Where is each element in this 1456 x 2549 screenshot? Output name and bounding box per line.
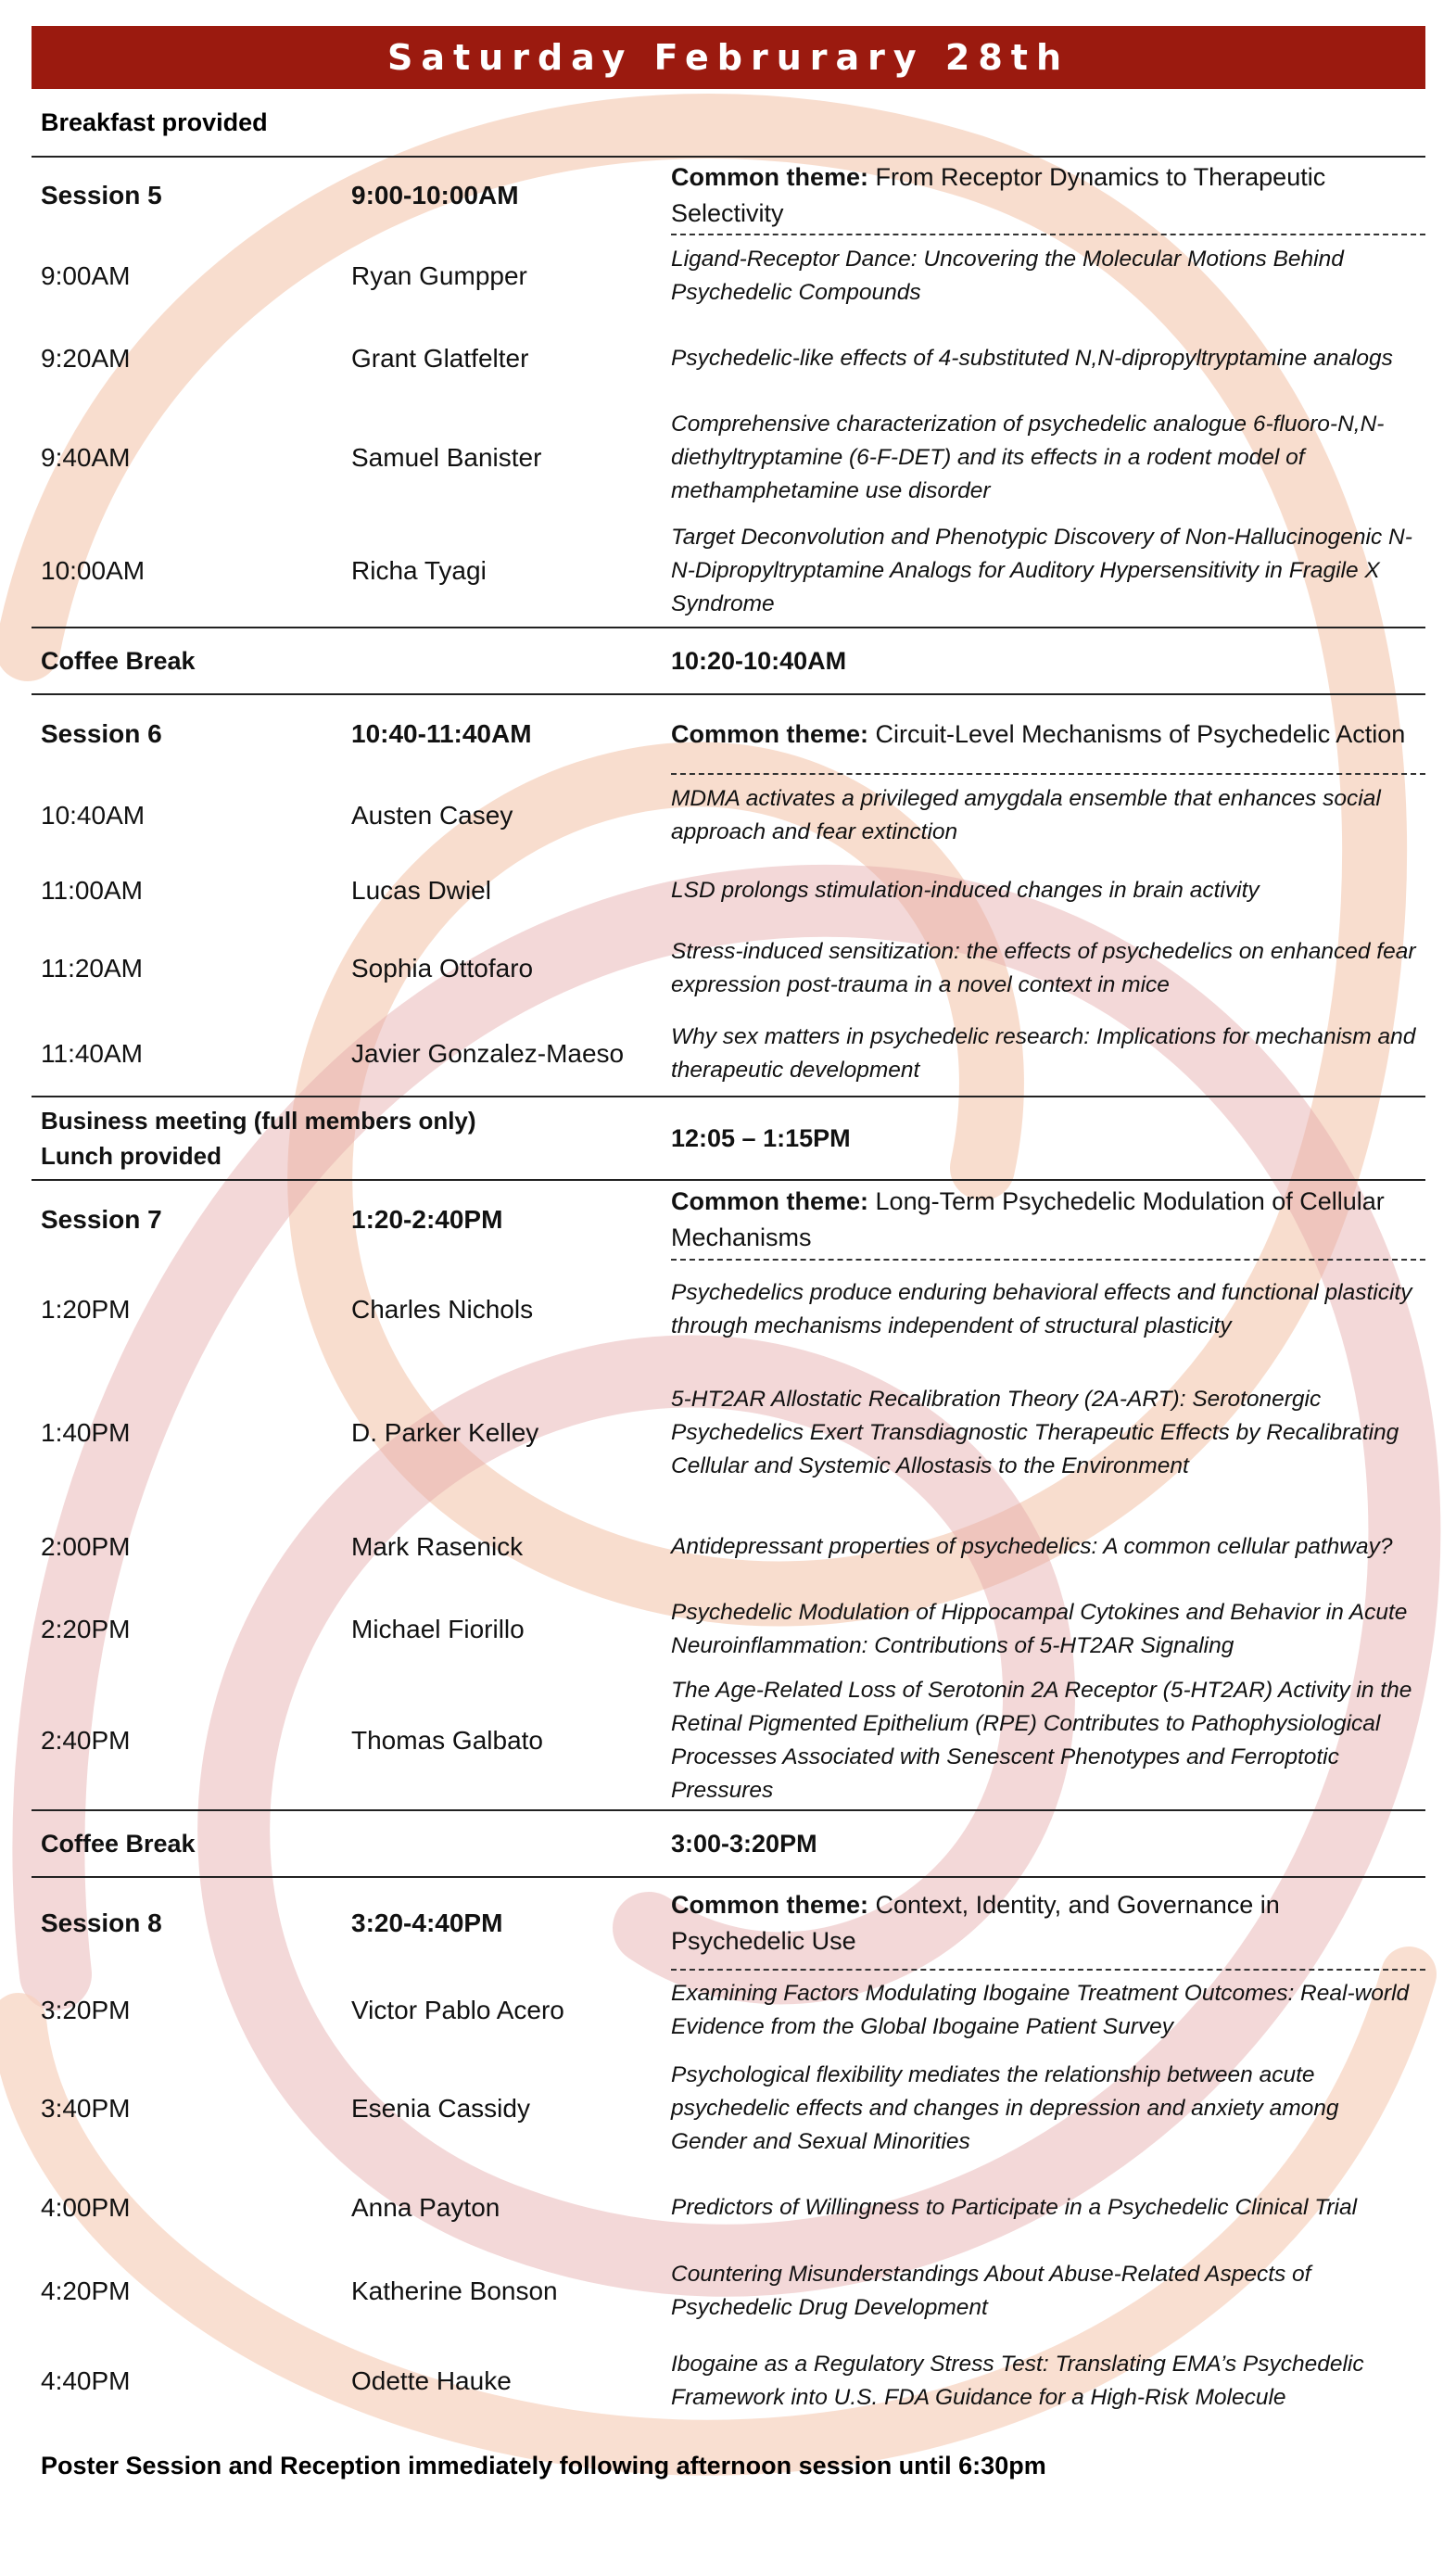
talk-speaker: Javier Gonzalez-Maeso [351, 1039, 625, 1068]
talk-title: The Age-Related Loss of Serotonin 2A Receptor (5-HT2AR) Activity in the Retinal Pigmented Epithelium (RPE) Contributes to Pathophysiological Processes Associated with Senescent Phenotypes and Ferroptotic Pressures [671, 1678, 1412, 1803]
day-banner: Saturday Februrary 28th [32, 26, 1425, 89]
talk-row [32, 856, 1425, 925]
talk-row [32, 1971, 1425, 2050]
session-header [32, 1878, 1425, 1969]
talk-title: Why sex matters in psychedelic research: Implications for mechanism and therapeutic development [671, 1024, 1416, 1083]
talk-row [32, 2334, 1425, 2429]
talk-time: 4:40PM [41, 2366, 131, 2395]
talk-row [32, 775, 1425, 856]
session-theme [671, 1887, 1425, 1959]
talk-time: 3:20PM [41, 1996, 131, 2024]
talk-time: 1:40PM [41, 1418, 131, 1447]
talk-speaker: Grant Glatfelter [351, 344, 529, 373]
session-name: Session 6 [41, 719, 162, 748]
session-time: 10:40-11:40AM [351, 719, 532, 748]
break-label: Coffee Break [41, 646, 196, 675]
talk-row [32, 317, 1425, 400]
talk-speaker: Michael Fiorillo [351, 1615, 525, 1643]
talk-time: 10:00AM [41, 556, 146, 585]
talk-time: 9:20AM [41, 344, 131, 373]
theme-label: Common theme: [671, 1891, 869, 1919]
talk-time: 2:40PM [41, 1726, 131, 1755]
break-label: Coffee Break [41, 1829, 196, 1858]
talk-time: 10:40AM [41, 801, 146, 830]
talk-time: 11:20AM [41, 954, 143, 983]
talk-title: Psychological flexibility mediates the relationship between acute psychedelic effects and changes in depression and anxiety among Gender and Sexual Minorities [671, 2062, 1339, 2154]
session-time: 3:20-4:40PM [351, 1909, 503, 1937]
talk-time: 11:00AM [41, 876, 143, 905]
talk-speaker: Samuel Banister [351, 443, 542, 472]
talk-time: 4:20PM [41, 2276, 131, 2305]
session-8 [32, 1878, 1425, 2429]
lunch-time: 12:05 – 1:15PM [671, 1123, 851, 1152]
talk-speaker: Sophia Ottofaro [351, 954, 534, 983]
talk-time: 3:40PM [41, 2094, 131, 2123]
session-theme [671, 717, 1425, 753]
session-header [32, 158, 1425, 234]
talk-speaker: Austen Casey [351, 801, 513, 830]
talk-row [32, 1587, 1425, 1672]
theme-label: Common theme: [671, 1187, 869, 1215]
breakfast-note: Breakfast provided [41, 108, 268, 136]
theme-text: From Receptor Dynamics to Therapeutic Selectivity [671, 163, 1326, 227]
talk-title: MDMA activates a privileged amygdala ensemble that enhances social approach and fear extinction [671, 786, 1381, 844]
talk-speaker: Katherine Bonson [351, 2276, 558, 2305]
talk-row [32, 1359, 1425, 1507]
talk-speaker: Esenia Cassidy [351, 2094, 530, 2123]
talk-title: Countering Misunderstandings About Abuse-Related Aspects of Psychedelic Drug Development [671, 2262, 1311, 2320]
talk-row [32, 925, 1425, 1012]
talk-speaker: Mark Rasenick [351, 1532, 524, 1561]
talk-time: 2:20PM [41, 1615, 131, 1643]
talk-title: Comprehensive characterization of psychedelic analogue 6-fluoro-N,N-diethyltryptamine (6-F-DET) and its effects in a rodent model of methamphetamine use disorder [671, 412, 1385, 503]
theme-text: Context, Identity, and Governance in Psychedelic Use [671, 1891, 1280, 1955]
schedule-page [32, 26, 1425, 2503]
talk-title: Ligand-Receptor Dance: Uncovering the Molecular Motions Behind Psychedelic Compounds [671, 247, 1344, 305]
talk-speaker: Richa Tyagi [351, 556, 487, 585]
talk-row [32, 400, 1425, 515]
talk-time: 9:40AM [41, 443, 131, 472]
talk-row [32, 2167, 1425, 2249]
break-time: 3:00-3:20PM [671, 1829, 817, 1858]
talk-speaker: Anna Payton [351, 2193, 500, 2222]
talk-row [32, 1012, 1425, 1096]
coffee-break-2 [32, 1811, 1425, 1876]
talk-title: Examining Factors Modulating Ibogaine Treatment Outcomes: Real-world Evidence from the Global Ibogaine Patient Survey [671, 1981, 1410, 2039]
session-name: Session 7 [41, 1205, 162, 1234]
talk-time: 1:20PM [41, 1295, 131, 1324]
break-time: 10:20-10:40AM [671, 646, 847, 675]
talk-title: Predictors of Willingness to Participate in a Psychedelic Clinical Trial [671, 2195, 1358, 2220]
session-7 [32, 1181, 1425, 1809]
talk-title: LSD prolongs stimulation-induced changes in brain activity [671, 878, 1260, 903]
talk-row [32, 1507, 1425, 1587]
talk-row [32, 235, 1425, 317]
talk-time: 2:00PM [41, 1532, 131, 1561]
theme-text: Circuit-Level Mechanisms of Psychedelic Action [875, 719, 1406, 748]
session-header [32, 1181, 1425, 1259]
session-theme [671, 1184, 1425, 1256]
session-name: Session 5 [41, 181, 162, 209]
talk-title: Psychedelics produce enduring behavioral effects and functional plasticity through mechanisms independent of structural plasticity [671, 1280, 1412, 1338]
session-theme [671, 159, 1425, 232]
session-name: Session 8 [41, 1909, 162, 1937]
session-header [32, 695, 1425, 773]
talk-title: Psychedelic Modulation of Hippocampal Cytokines and Behavior in Acute Neuroinflammation: Contributions of 5-HT2AR Signaling [671, 1600, 1408, 1658]
theme-label: Common theme: [671, 719, 869, 748]
talk-title: 5-HT2AR Allostatic Recalibration Theory (2A-ART): Serotonergic Psychedelics Exert Transdiagnostic Therapeutic Effects by Recalibrating Cellular and Systemic Allostasis to the Environment [671, 1387, 1399, 1478]
talk-title: Antidepressant properties of psychedelics: A common cellular pathway? [671, 1534, 1393, 1559]
talk-row [32, 2050, 1425, 2167]
talk-speaker: Lucas Dwiel [351, 876, 491, 905]
talk-time: 4:00PM [41, 2193, 131, 2222]
talk-row [32, 1672, 1425, 1809]
talk-row [32, 1261, 1425, 1359]
session-time: 1:20-2:40PM [351, 1205, 503, 1234]
talk-speaker: Victor Pablo Acero [351, 1996, 564, 2024]
lunch-note: Lunch provided [41, 1142, 222, 1170]
lunch-break [32, 1097, 1425, 1179]
talk-time: 9:00AM [41, 261, 131, 290]
talk-time: 11:40AM [41, 1039, 143, 1068]
talk-speaker: Thomas Galbato [351, 1726, 543, 1755]
talk-speaker: Ryan Gumpper [351, 261, 527, 290]
talk-speaker: D. Parker Kelley [351, 1418, 539, 1447]
session-time: 9:00-10:00AM [351, 181, 519, 209]
talk-row [32, 515, 1425, 627]
talk-title: Stress-induced sensitization: the effects of psychedelics on enhanced fear expression post-trauma in a novel context in mice [671, 939, 1416, 997]
theme-label: Common theme: [671, 163, 869, 191]
theme-text: Long-Term Psychedelic Modulation of Cellular Mechanisms [671, 1187, 1385, 1251]
session-6 [32, 695, 1425, 1096]
session-5 [32, 158, 1425, 627]
talk-title: Psychedelic-like effects of 4-substituted N,N-dipropyltryptamine analogs [671, 346, 1393, 371]
talk-speaker: Odette Hauke [351, 2366, 512, 2395]
talk-title: Ibogaine as a Regulatory Stress Test: Translating EMA’s Psychedelic Framework into U.S. FDA Guidance for a High-Risk Molecule [671, 2352, 1364, 2410]
business-meeting-note: Business meeting (full members only) [41, 1107, 476, 1135]
poster-session-note: Poster Session and Reception immediately following afternoon session until 6:30pm [41, 2451, 1046, 2479]
talk-title: Target Deconvolution and Phenotypic Discovery of Non-Hallucinogenic N-N-Dipropyltryptamine Analogs for Auditory Hypersensitivity in Fragile X Syndrome [671, 525, 1412, 616]
coffee-break-1 [32, 628, 1425, 693]
talk-row [32, 2249, 1425, 2334]
talk-speaker: Charles Nichols [351, 1295, 534, 1324]
